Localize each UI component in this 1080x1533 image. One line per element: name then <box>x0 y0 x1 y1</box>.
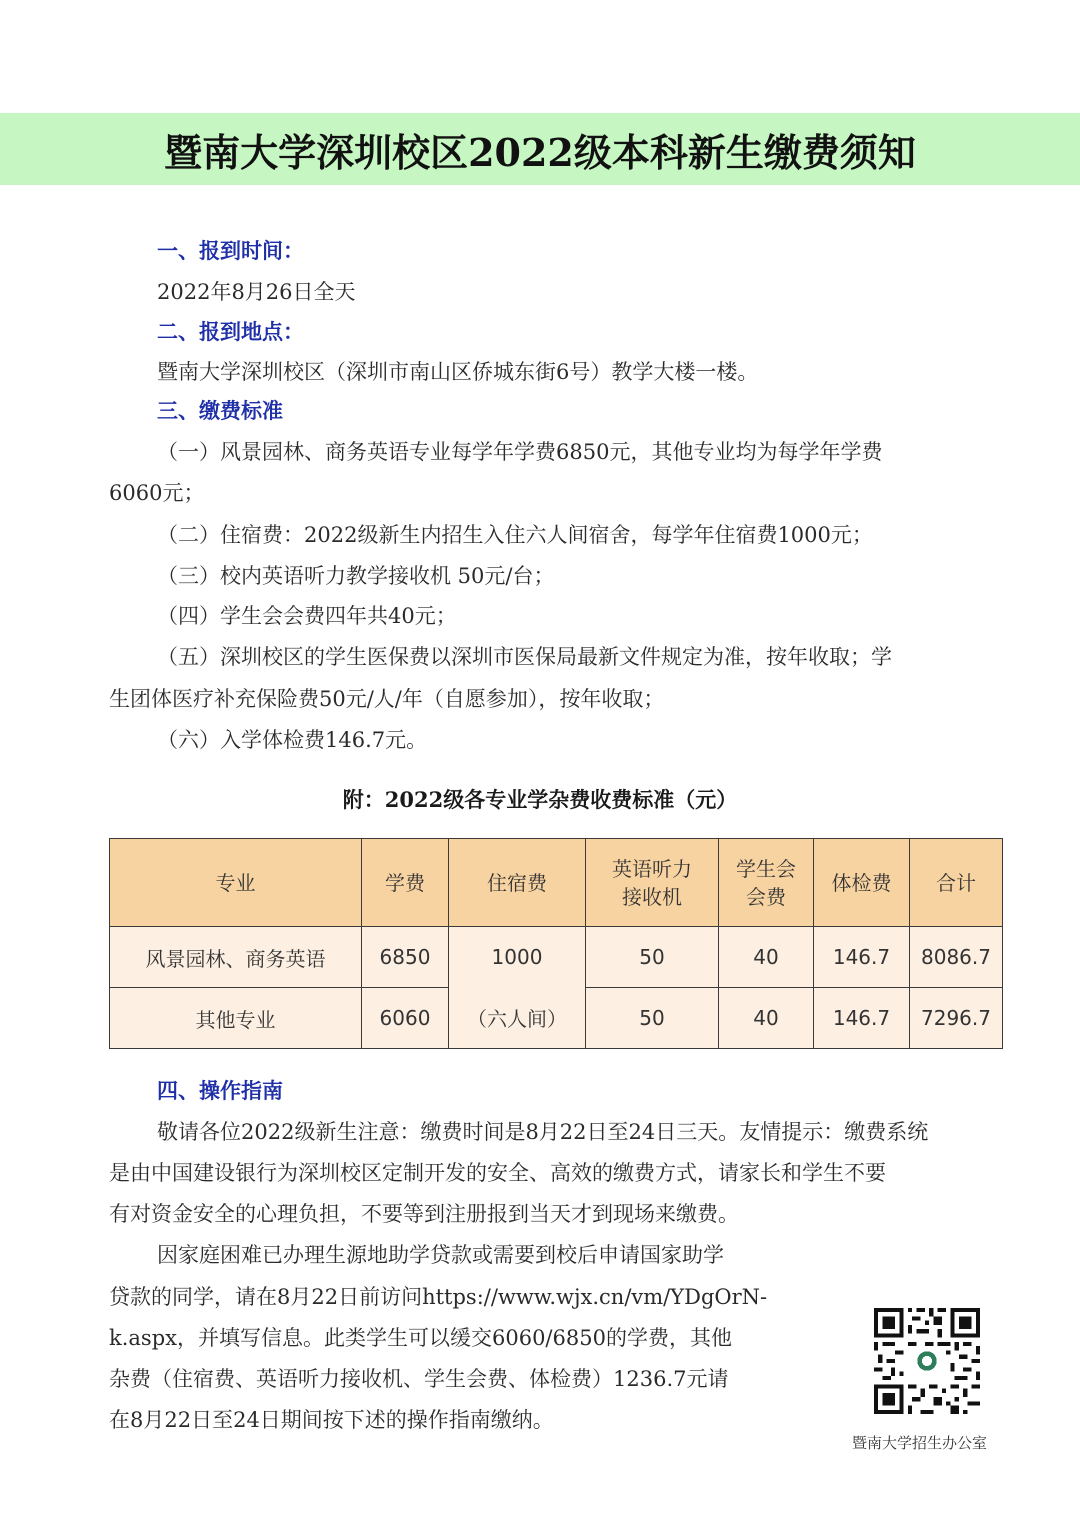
header-lodging: 住宿费 <box>449 839 586 927</box>
header-receiver: 英语听力 接收机 <box>586 839 719 927</box>
header-major: 专业 <box>110 839 362 927</box>
cell-exam-fee: 146.7 <box>814 927 910 988</box>
guide-paragraph-1-cont: 有对资金安全的心理负担，不要等到注册报到当天才到现场来缴费。 <box>109 1202 739 1226</box>
cell-lodging: 1000 <box>449 927 586 988</box>
guide-paragraph-1: 敬请各位2022级新生注意：缴费时间是8月22日至24日三天。友情提示：缴费系统 <box>157 1120 929 1144</box>
section-2-heading: 二、报到地点： <box>157 319 304 344</box>
header-union-fee: 学生会 会费 <box>719 839 814 927</box>
cell-union-fee: 40 <box>719 927 814 988</box>
fee-table <box>109 838 1003 1049</box>
cell-union-fee: 40 <box>719 988 814 1049</box>
fee-item-1: （一）风景园林、商务英语专业每学年学费6850元，其他专业均为每学年学费 <box>157 440 883 464</box>
cell-total: 7296.7 <box>910 988 1003 1049</box>
fee-item-5: （五）深圳校区的学生医保费以深圳市医保局最新文件规定为准，按年收取；学 <box>157 645 892 669</box>
section-3-heading: 三、缴费标准 <box>157 398 283 423</box>
table-caption: 附：2022级各专业学杂费收费标准（元） <box>342 787 738 812</box>
section-1-text: 2022年8月26日全天 <box>157 280 356 304</box>
cell-major: 其他专业 <box>110 988 362 1049</box>
cell-receiver: 50 <box>586 988 719 1049</box>
title-band <box>0 113 1080 185</box>
guide-paragraph-2-cont: 贷款的同学，请在8月22日前访问https://www.wjx.cn/vm/YDgOrN- <box>109 1285 768 1309</box>
fee-item-1-cont: 6060元； <box>109 481 205 505</box>
cell-major: 风景园林、商务英语 <box>110 927 362 988</box>
header-tuition: 学费 <box>362 839 449 927</box>
guide-paragraph-2: 因家庭困难已办理生源地助学贷款或需要到校后申请国家助学 <box>157 1243 724 1267</box>
table-header-row <box>110 839 1003 927</box>
cell-exam-fee: 146.7 <box>814 988 910 1049</box>
section-4-heading: 四、操作指南 <box>157 1078 283 1103</box>
cell-total: 8086.7 <box>910 927 1003 988</box>
header-total: 合计 <box>910 839 1003 927</box>
page-title: 暨南大学深圳校区2022级本科新生缴费须知 <box>164 129 916 175</box>
guide-paragraph-1-cont: 是由中国建设银行为深圳校区定制开发的安全、高效的缴费方式，请家长和学生不要 <box>109 1161 886 1185</box>
cell-receiver: 50 <box>586 927 719 988</box>
qr-code-icon <box>874 1308 980 1414</box>
guide-paragraph-2-cont: 在8月22日至24日期间按下述的操作指南缴纳。 <box>109 1408 554 1432</box>
cell-lodging: （六人间） <box>449 988 586 1049</box>
fee-item-3: （三）校内英语听力教学接收机 50元/台； <box>157 564 555 588</box>
table-row <box>110 988 1003 1049</box>
section-1-heading: 一、报到时间： <box>157 238 304 263</box>
cell-tuition: 6060 <box>362 988 449 1049</box>
section-2-text: 暨南大学深圳校区（深圳市南山区侨城东街6号）教学大楼一楼。 <box>157 360 759 384</box>
fee-item-4: （四）学生会会费四年共40元； <box>157 604 457 628</box>
qr-caption: 暨南大学招生办公室 <box>852 1434 988 1452</box>
fee-item-6: （六）入学体检费146.7元。 <box>157 728 428 752</box>
table-row <box>110 927 1003 988</box>
guide-paragraph-2-cont: 杂费（住宿费、英语听力接收机、学生会费、体检费）1236.7元请 <box>109 1367 729 1391</box>
fee-item-2: （二）住宿费：2022级新生内招生入住六人间宿舍，每学年住宿费1000元； <box>157 523 873 547</box>
guide-paragraph-2-cont: k.aspx，并填写信息。此类学生可以缓交6060/6850的学费，其他 <box>109 1326 732 1350</box>
fee-item-5-cont: 生团体医疗补充保险费50元/人/年（自愿参加），按年收取； <box>109 687 665 711</box>
cell-tuition: 6850 <box>362 927 449 988</box>
header-exam-fee: 体检费 <box>814 839 910 927</box>
